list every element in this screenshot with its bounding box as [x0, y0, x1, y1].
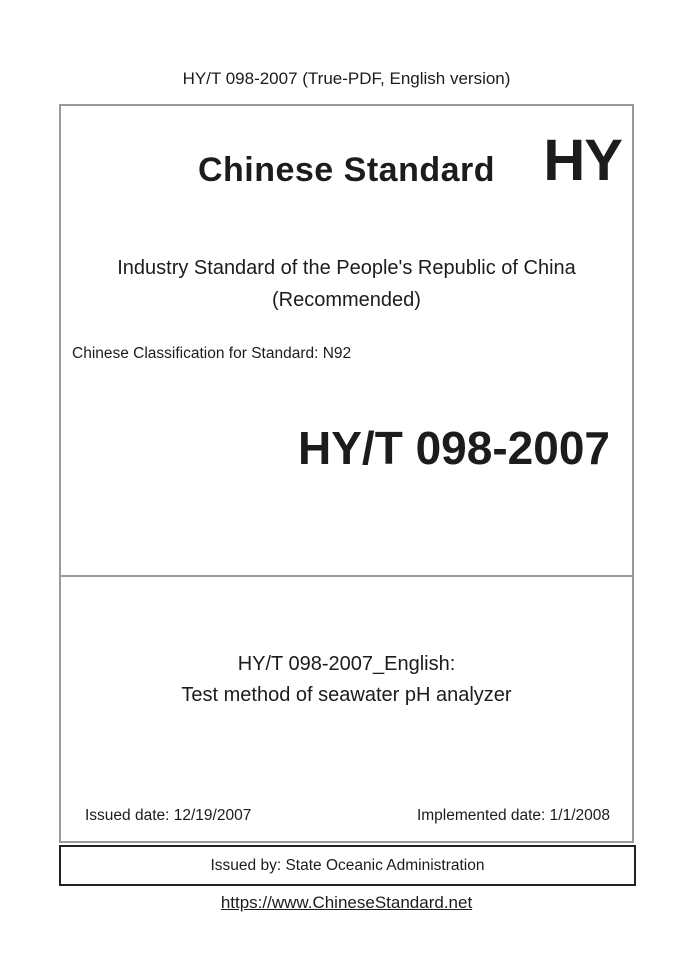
- brand-title: Chinese Standard: [197, 151, 496, 189]
- footer-link[interactable]: https://www.ChineseStandard.net: [220, 893, 473, 912]
- doc-title-line2: Test method of seawater pH analyzer: [181, 684, 512, 706]
- implemented-date: Implemented date: 1/1/2008: [416, 807, 610, 824]
- standard-type-line2: (Recommended): [272, 289, 421, 311]
- standard-type-line1: Industry Standard of the People's Republic of China: [117, 257, 576, 279]
- horizontal-divider: [61, 575, 632, 577]
- brand-code: HY: [543, 128, 622, 193]
- standard-type: [61, 252, 632, 316]
- page-header: HY/T 098-2007 (True-PDF, English version): [182, 69, 511, 88]
- page-footer: [0, 892, 693, 914]
- issued-date: Issued date: 12/19/2007: [85, 807, 252, 824]
- standard-code: HY/T 098-2007: [298, 422, 610, 474]
- dates-row: [85, 806, 610, 826]
- classification-label: Chinese Classification for Standard: N92: [72, 345, 352, 362]
- issuer-text: Issued by: State Oceanic Administration: [210, 856, 485, 874]
- cover-box: [59, 104, 634, 843]
- doc-title: [61, 649, 632, 711]
- issuer-box: [59, 845, 636, 886]
- doc-title-line1: HY/T 098-2007_English:: [237, 653, 456, 675]
